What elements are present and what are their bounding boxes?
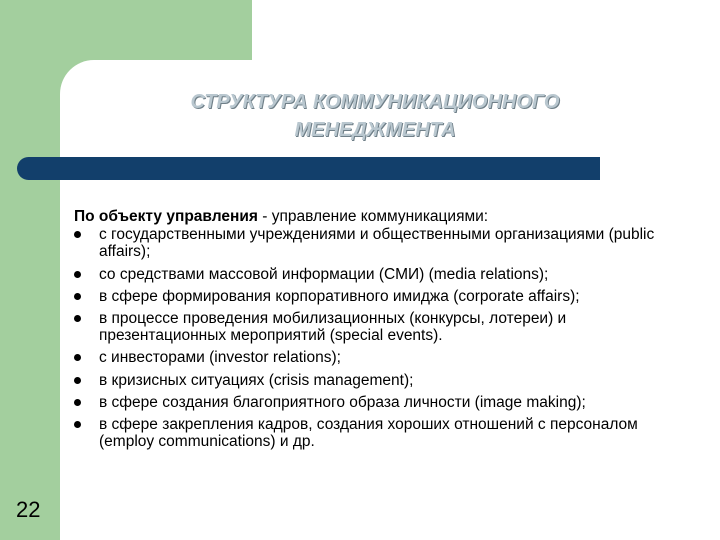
list-item-text: со средствами массовой информации (СМИ) (media relations); <box>99 265 549 283</box>
title-line-1: СТРУКТУРА КОММУНИКАЦИОННОГО <box>190 91 560 113</box>
bullet-icon <box>74 354 81 361</box>
list-item <box>74 394 674 411</box>
intro-rest: - управление коммуникациями: <box>257 208 489 225</box>
slide-body <box>74 208 674 455</box>
page-number: 22 <box>16 497 41 522</box>
list-item-text: в процессе проведения мобилизационных (конкурсы, лотереи) и презентационных мероприятий (special events). <box>99 310 567 345</box>
bullet-icon <box>74 231 81 238</box>
list-item <box>74 349 674 366</box>
title-line-2: МЕНЕДЖМЕНТА <box>294 119 456 141</box>
bullet-icon <box>74 377 81 384</box>
list-item-text: в сфере закрепления кадров, создания хороших отношений с персоналом (employ communications) и др. <box>99 416 638 451</box>
list-item <box>74 416 674 450</box>
list-item <box>74 310 674 344</box>
list-item-text: с государственными учреждениями и общественными организациями (public affairs); <box>99 226 655 261</box>
list-item <box>74 372 674 389</box>
list-item <box>74 288 674 305</box>
bullet-icon <box>74 421 81 428</box>
bullet-icon <box>74 399 81 406</box>
list-item <box>74 266 674 283</box>
intro-bold: По объекту управления <box>74 208 258 225</box>
slide-title <box>150 88 600 144</box>
list-item-text: в кризисных ситуациях (crisis management); <box>99 371 414 389</box>
list-item-text: в сфере создания благоприятного образа личности (image making); <box>99 393 586 411</box>
bullet-icon <box>74 315 81 322</box>
list-item-text: в сфере формирования корпоративного имиджа (corporate affairs); <box>99 287 580 305</box>
list-item <box>74 226 674 260</box>
list-item-text: с инвесторами (investor relations); <box>99 349 341 367</box>
title-divider-bar <box>17 157 600 180</box>
intro-line <box>74 208 674 225</box>
bullet-icon <box>74 271 81 278</box>
bullet-list <box>74 226 674 450</box>
bullet-icon <box>74 293 81 300</box>
